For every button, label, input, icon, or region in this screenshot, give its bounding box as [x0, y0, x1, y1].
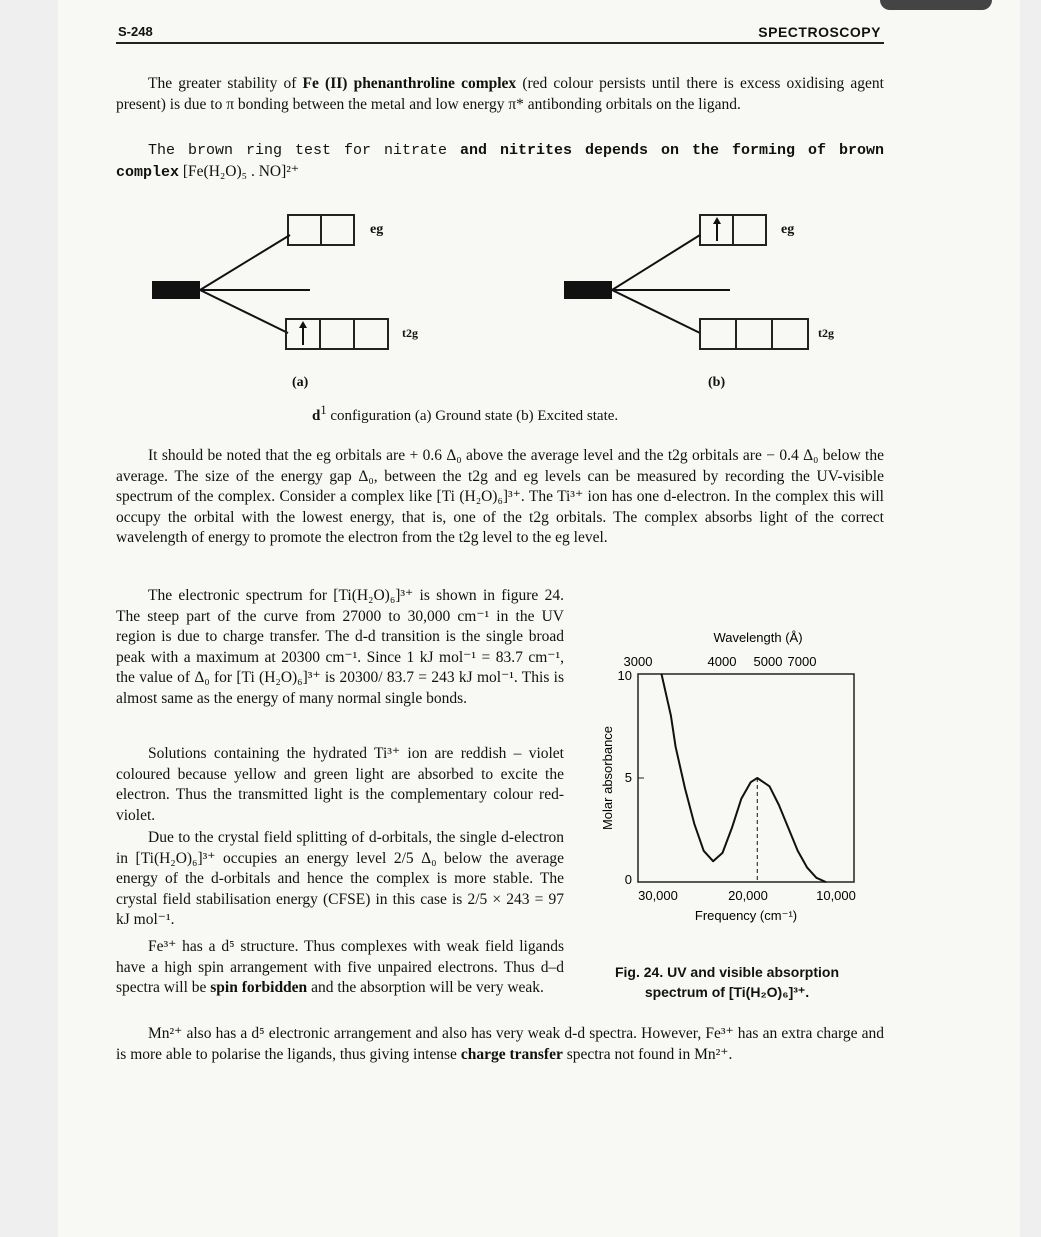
data-point: [797, 850, 798, 851]
plot-frame: [638, 674, 854, 882]
diagram-b: [564, 215, 808, 349]
data-point: [694, 823, 695, 824]
top-tick-label: 5000: [753, 654, 783, 669]
data-point: [670, 715, 671, 716]
top-axis-title: Wavelength (Å): [713, 630, 803, 645]
up-arrow-icon: [713, 217, 721, 241]
top-tick-label: 3000: [623, 654, 653, 669]
paragraph-reddish-violet: Solutions containing the hydrated Ti³⁺ ion are reddish – violet coloured because yellow and green light are absorbed to excite the electron. Thus the transmitted light is the complementary colour red-violet.: [116, 745, 564, 824]
paragraph-brown-ring: The brown ring test for nitrate and nitrites depends on the forming of brown complex [Fe(H₂O)₅ . NO]²⁺: [116, 142, 884, 181]
x-axis-title: Frequency (cm⁻¹): [694, 908, 798, 923]
up-arrow-icon: [299, 321, 307, 345]
absorbance-series: [661, 673, 827, 882]
paragraph-electronic-spectrum: The electronic spectrum for [Ti(H₂O)₆]³⁺ is shown in figure 24. The steep part of the curve from 27000 to 30,000 cm⁻¹ in the UV region is due to charge transfer. The d-d transition is the single broad peak with a maximum at 20300 cm⁻¹. Since 1 kJ mol⁻¹ = 83.7 cm⁻¹, the value of Δ₀ for [Ti (H₂O)₆]³⁺ is 20300/ 83.7 = 243 kJ mol⁻¹. This is almost same as the energy of many normal single bonds.: [116, 587, 564, 707]
absorption-spectrum-chart: [596, 628, 878, 928]
window-top-bar: [880, 0, 992, 10]
data-point: [806, 867, 807, 868]
paragraph-crystal-field: It should be noted that the eg orbitals are + 0.6 Δ₀ above the average level and the t2g orbitals are − 0.4 Δ₀ below the average. The size of the energy gap Δ₀, between the t2g and eg levels can be measured by recording the UV-visible spectrum of the complex. Consider a complex like [Ti (H₂O)₆]³⁺. The Ti³⁺ ion has one d-electron. In the complex this will occupy the orbital with the lowest energy, that is, one of the t2g orbitals. The complex absorbs light of the correct wavelength of energy to promote the electron from the t2g level to the eg level.: [116, 447, 884, 546]
section-title: SPECTROSCOPY: [758, 24, 881, 40]
paragraph-fe3-d5: Fe³⁺ has a d⁵ structure. Thus complexes with weak field ligands have a high spin arrangement with five unpaired electrons. Thus d–d spectra will be spin forbidden and the absorption will be very weak.: [116, 938, 564, 996]
data-point: [825, 881, 826, 882]
data-point: [684, 788, 685, 789]
y-tick-label: 5: [624, 770, 632, 785]
header-rule: [116, 42, 884, 44]
data-point: [816, 877, 817, 878]
data-point: [661, 673, 662, 674]
data-point: [675, 746, 676, 747]
data-point: [722, 852, 723, 853]
t2g-label-a: t2g: [402, 326, 418, 340]
data-point: [778, 804, 779, 805]
paragraph-phenanthroline: The greater stability of Fe (II) phenanthroline complex (red colour persists until there is excess oxidising agent present) is due to π bonding between the metal and low energy π* antibonding orbitals on the ligand.: [116, 75, 884, 113]
label-a: (a): [292, 375, 309, 390]
data-point: [741, 798, 742, 799]
page-number: S-248: [118, 24, 153, 39]
data-point: [713, 861, 714, 862]
figure-24-caption: Fig. 24. UV and visible absorption spectrum of [Ti(H₂O)₆]³⁺.: [614, 964, 840, 1000]
x-tick-label: 20,000: [728, 888, 768, 903]
x-tick-label: 10,000: [816, 888, 856, 903]
y-tick-label: 0: [624, 872, 632, 887]
data-point: [666, 694, 667, 695]
eg-label-a: eg: [370, 222, 384, 237]
eg-label-b: eg: [781, 222, 795, 237]
absorbance-line: [662, 674, 826, 882]
label-b: (b): [708, 375, 726, 390]
y-axis-title: Molar absorbance: [600, 725, 615, 831]
data-point: [757, 777, 758, 778]
data-point: [788, 827, 789, 828]
d1-figure-caption: $d^1$ configuration (a) Ground state (b) Excited state.: [312, 403, 619, 424]
top-tick-label: 4000: [707, 654, 737, 669]
d1-configuration-diagram: [140, 205, 880, 390]
data-point: [750, 782, 751, 783]
data-point: [731, 827, 732, 828]
x-tick-label: 30,000: [638, 888, 678, 903]
data-point: [769, 786, 770, 787]
y-tick-label: 10: [617, 668, 632, 683]
data-point: [703, 850, 704, 851]
paragraph-cfse: Due to the crystal field splitting of d-orbitals, the single d-electron in [Ti(H₂O)₆]³⁺ occupies an energy level 2/5 Δ₀ below the average energy of the d-orbitals and hence the complex is more stable. The crystal field stabilisation energy (CFSE) in this case is 2/5 × 243 = 97 kJ mol⁻¹.: [116, 829, 564, 928]
t2g-label-b: t2g: [818, 326, 834, 340]
top-tick-label: 7000: [787, 654, 817, 669]
diagram-a: [152, 215, 388, 349]
paragraph-mn2: Mn²⁺ also has a d⁵ electronic arrangement and also has very weak d-d spectra. However, Fe³⁺ has an extra charge and is more able to polarise the ligands, thus giving intense charge transfer spectra not found in Mn²⁺.: [116, 1025, 884, 1063]
